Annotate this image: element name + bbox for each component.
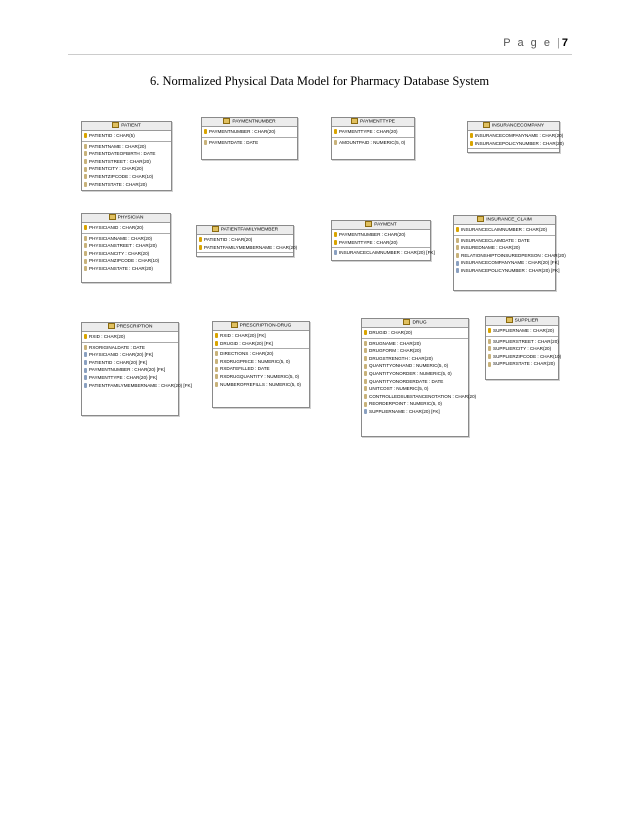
column-text: INSURANCECLAIMNUMBER : CHAR(20) [461, 227, 548, 232]
column-text: INSURANCECLAIMNUMBER : CHAR(20) [FK] [339, 250, 435, 256]
column-row [364, 393, 477, 401]
column-text: NUMBEROFREFILLS : NUMERIC(5, 0) [220, 381, 301, 387]
column-text: DIRECTIONS : CHAR(20) [220, 351, 274, 357]
attribute-section [332, 138, 414, 148]
column-row [488, 345, 556, 353]
column-text: RXID : CHAR(20) [FK] [220, 333, 266, 338]
attribute-section [486, 337, 562, 369]
column-text: PAYMENTNUMBER : CHAR(20) [FK] [89, 367, 166, 373]
column-text: REORDERPOINT : NUMERIC(5, 0) [369, 401, 442, 407]
key-icon [334, 232, 337, 237]
column-row [456, 237, 553, 245]
foreign-key-icon [84, 360, 87, 365]
column-text: PATIENTSTATE : CHAR(20) [89, 181, 147, 187]
column-text: PHYSICIANZIPCODE : CHAR(10) [89, 258, 160, 264]
primary-key-section [202, 127, 297, 138]
column-text: PHYSICIANSTATE : CHAR(20) [89, 265, 153, 271]
table-header [82, 122, 171, 131]
column-row [84, 359, 176, 367]
column-row [456, 252, 566, 260]
column-icon [204, 140, 207, 145]
column-icon [488, 339, 491, 344]
column-icon [364, 402, 367, 407]
column-row [84, 257, 168, 265]
attribute-section [213, 349, 309, 389]
foreign-key-icon [84, 352, 87, 357]
column-row [456, 267, 560, 275]
column-icon [456, 238, 459, 243]
key-icon [199, 245, 202, 250]
primary-key-row [84, 224, 168, 232]
column-row [364, 385, 466, 393]
column-icon [364, 371, 367, 376]
table-icon [109, 214, 116, 220]
table-insurancecompany [467, 121, 564, 153]
column-text: DRUGID : CHAR(20) [FK] [220, 340, 273, 346]
column-icon [364, 356, 367, 361]
primary-key-section [362, 328, 468, 339]
column-text: UNITCOST : NUMERIC(5, 0) [369, 386, 429, 392]
column-icon [84, 236, 87, 241]
table-name: PRESCRIPTION [116, 324, 153, 330]
table-icon [351, 118, 358, 124]
primary-key-section [486, 326, 558, 337]
table-name: PAYMENTNUMBER [232, 119, 276, 125]
column-text: QUANTITYONORDER : NUMERIC(5, 0) [369, 370, 452, 376]
column-icon [488, 362, 491, 367]
column-text: PAYMENTTYPE : CHAR(20) [339, 239, 398, 245]
column-row [84, 366, 176, 374]
key-icon [84, 133, 87, 138]
column-text: PAYMENTNUMBER : CHAR(20) [339, 232, 406, 237]
foreign-key-icon [84, 383, 87, 388]
column-icon [84, 159, 87, 164]
column-text: INSUREDNAME : CHAR(20) [461, 245, 520, 251]
table-header [202, 118, 297, 127]
key-icon [215, 333, 218, 338]
column-row [84, 165, 169, 173]
table-drug [361, 318, 477, 437]
column-text: PHYSICIANNAME : CHAR(20) [89, 235, 153, 241]
primary-key-section [82, 223, 170, 234]
key-icon [334, 240, 337, 245]
attribute-section [82, 234, 170, 274]
column-text: INSURANCECLAIMDATE : DATE [461, 237, 530, 243]
column-row [488, 353, 562, 361]
column-text: PAYMENTDATE : DATE [209, 139, 259, 145]
primary-key-section [82, 131, 171, 142]
key-icon [84, 225, 87, 230]
table-supplier [485, 316, 562, 380]
column-row [215, 365, 307, 373]
column-icon [364, 394, 367, 399]
table-patient [81, 121, 172, 191]
key-icon [470, 133, 473, 138]
column-icon [84, 174, 87, 179]
column-icon [456, 245, 459, 250]
column-text: DRUGFORM : CHAR(20) [369, 348, 422, 354]
column-icon [215, 367, 218, 372]
column-text: INSURANCECOMPANYNAME : CHAR(20) [475, 133, 564, 138]
foreign-key-icon [456, 268, 459, 273]
column-text: RXDRUGPRICE : NUMERIC(5, 0) [220, 358, 290, 364]
key-icon [488, 328, 491, 333]
column-row [488, 360, 556, 368]
table-icon [231, 322, 238, 328]
table-icon [403, 319, 410, 325]
key-icon [334, 129, 337, 134]
primary-key-row [84, 132, 169, 140]
column-text: CONTROLLEDSUBSTANCENOTATION : CHAR(20) [369, 393, 477, 399]
primary-key-section [468, 131, 564, 149]
table-icon [112, 122, 119, 128]
column-text: PAYMENTTYPE : CHAR(20) [339, 129, 398, 134]
table-header [332, 221, 430, 230]
column-icon [84, 243, 87, 248]
primary-key-row [215, 340, 307, 348]
key-icon [456, 227, 459, 232]
column-icon [488, 354, 491, 359]
column-icon [84, 151, 87, 156]
primary-key-row [364, 329, 466, 337]
primary-key-row [199, 236, 291, 244]
key-icon [215, 341, 218, 346]
column-icon [84, 182, 87, 187]
table-header [82, 323, 178, 332]
table-name: PATIENT [121, 123, 141, 129]
column-row [84, 374, 176, 382]
column-icon [215, 374, 218, 379]
key-icon [204, 129, 207, 134]
column-row [84, 242, 168, 250]
table-icon [506, 317, 513, 323]
primary-key-row [199, 244, 298, 252]
column-row [84, 235, 168, 243]
column-row [364, 362, 466, 370]
column-text: PATIENTNAME : CHAR(20) [89, 143, 147, 149]
primary-key-section [197, 235, 298, 253]
column-icon [364, 364, 367, 369]
column-text: PHYSICIANSTREET : CHAR(20) [89, 243, 157, 249]
primary-key-row [334, 239, 428, 247]
foreign-key-icon [334, 250, 337, 255]
attribute-section [202, 138, 297, 148]
column-row [84, 250, 168, 258]
column-text: PATIENTDATEOFBIRTH : DATE [89, 151, 156, 157]
table-paymentnumber [201, 117, 298, 160]
column-text: INSURANCECOMPANYNAME : CHAR(20) [FK] [461, 260, 559, 266]
table-icon [108, 323, 115, 329]
column-row [334, 139, 412, 147]
table-physician [81, 213, 171, 283]
column-row [84, 158, 169, 166]
column-text: QUANTITYONHAND : NUMERIC(5, 0) [369, 363, 449, 369]
column-text: SUPPLIERNAME : CHAR(20) [FK] [369, 408, 440, 414]
column-icon [364, 341, 367, 346]
table-paymenttype [331, 117, 415, 160]
table-header [362, 319, 468, 328]
table-header [454, 216, 555, 225]
column-text: RXDATEFILLED : DATE [220, 366, 270, 372]
attribute-section [82, 343, 192, 391]
column-icon [84, 251, 87, 256]
key-icon [84, 334, 87, 339]
table-prescription-drug [212, 321, 310, 408]
column-icon [334, 140, 337, 145]
section-title: 6. Normalized Physical Data Model for Pharmacy Database System [150, 74, 490, 88]
column-text: PHYSICIANID : CHAR(20) [FK] [89, 352, 154, 358]
primary-key-row [488, 327, 556, 335]
column-row [84, 382, 192, 390]
table-header [213, 322, 309, 331]
column-text: SUPPLIERSTREET : CHAR(20) [493, 338, 559, 344]
column-icon [215, 351, 218, 356]
table-icon [212, 226, 219, 232]
table-patientfamilymember [196, 225, 298, 257]
table-name: PHYSICIAN [117, 215, 144, 221]
column-text: SUPPLIERCITY : CHAR(20) [493, 346, 552, 352]
column-text: PAYMENTTYPE : CHAR(20) [FK] [89, 374, 158, 380]
column-icon [488, 346, 491, 351]
column-row [456, 259, 559, 267]
table-name: SUPPLIER [514, 318, 539, 324]
column-text: PATIENTID : CHAR(20) [204, 237, 253, 242]
table-name: INSURANCECOMPANY [491, 123, 545, 129]
column-icon [364, 386, 367, 391]
table-name: PRESCRIPTION-DRUG [239, 323, 292, 329]
table-header [82, 214, 170, 223]
column-text: RXID : CHAR(20) [89, 334, 125, 339]
table-icon [223, 118, 230, 124]
column-row [215, 350, 307, 358]
page-number: 7 [561, 37, 568, 49]
column-text: PHYSICIANID : CHAR(20) [89, 225, 144, 230]
table-name: PAYMENTTYPE [359, 119, 395, 125]
table-prescription [81, 322, 192, 416]
column-row [364, 340, 466, 348]
column-text: PATIENTID : CHAR(5) [89, 133, 135, 138]
column-text: INSURANCEPOLICYNUMBER : CHAR(20) [475, 140, 564, 146]
table-insurance-claim [453, 215, 566, 291]
table-header [197, 226, 293, 235]
column-row [84, 150, 169, 158]
primary-key-row [334, 128, 412, 136]
table-header [486, 317, 558, 326]
column-icon [364, 348, 367, 353]
column-row [364, 408, 466, 416]
column-text: RXORIGINALDATE : DATE [89, 344, 145, 350]
column-icon [84, 144, 87, 149]
column-text: PATIENTFAMILYMEMBERNAME : CHAR(20) [204, 244, 298, 250]
column-icon [456, 253, 459, 258]
column-text: PATIENTZIPCODE : CHAR(10) [89, 173, 154, 179]
column-row [364, 347, 466, 355]
table-header [332, 118, 414, 127]
column-row [334, 249, 435, 257]
column-text: DRUGID : CHAR(20) [369, 330, 413, 335]
primary-key-row [334, 231, 428, 239]
table-name: PATIENTFAMILYMEMBER [220, 227, 279, 233]
column-text: PATIENTCITY : CHAR(20) [89, 166, 144, 172]
column-icon [84, 259, 87, 264]
attribute-section [362, 339, 477, 417]
attribute-section [332, 248, 435, 258]
primary-key-section [213, 331, 309, 349]
column-row [488, 338, 559, 346]
column-row [364, 400, 466, 408]
column-text: SUPPLIERZIPCODE : CHAR(10) [493, 353, 562, 359]
primary-key-row [204, 128, 295, 136]
column-row [84, 181, 169, 189]
column-text: RXDRUGQUANTITY : NUMERIC(5, 0) [220, 373, 300, 379]
primary-key-section [332, 127, 414, 138]
column-text: DRUGSTRENGTH : CHAR(20) [369, 355, 433, 361]
column-icon [84, 266, 87, 271]
primary-key-section [82, 332, 178, 343]
column-icon [84, 167, 87, 172]
column-text: INSURANCEPOLICYNUMBER : CHAR(20) [FK] [461, 267, 560, 273]
column-row [364, 378, 466, 386]
primary-key-row [470, 132, 564, 140]
foreign-key-icon [456, 261, 459, 266]
column-icon [84, 345, 87, 350]
column-text: RELATIONSHIPTOINSUREDPERSON : CHAR(20) [461, 252, 566, 258]
primary-key-row [84, 333, 176, 341]
key-icon [364, 330, 367, 335]
column-text: SUPPLIERNAME : CHAR(20) [493, 328, 555, 333]
column-text: PAYMENTNUMBER : CHAR(20) [209, 129, 276, 134]
column-row [215, 358, 307, 366]
primary-key-row [456, 226, 553, 234]
table-name: PAYMENT [374, 222, 397, 228]
foreign-key-icon [84, 368, 87, 373]
column-text: PATIENTSTREET : CHAR(20) [89, 158, 151, 164]
table-icon [365, 221, 372, 227]
column-text: PATIENTID : CHAR(20) [FK] [89, 359, 148, 365]
column-row [364, 355, 466, 363]
page-label: P a g e [503, 37, 552, 49]
table-name: DRUG [412, 320, 427, 326]
table-payment [331, 220, 435, 261]
table-header [468, 122, 559, 131]
table-icon [477, 216, 484, 222]
column-row [84, 344, 176, 352]
attribute-section [454, 236, 566, 276]
column-row [84, 173, 169, 181]
column-text: AMOUNTPAID : NUMERIC(5, 0) [339, 139, 406, 145]
column-row [456, 244, 553, 252]
column-row [84, 143, 169, 151]
column-row [215, 373, 307, 381]
column-row [84, 265, 168, 273]
column-text: PHYSICIANCITY : CHAR(20) [89, 250, 150, 256]
attribute-section [82, 142, 171, 190]
primary-key-section [454, 225, 555, 236]
column-row [204, 139, 295, 147]
column-row [84, 351, 176, 359]
column-text: DRUGNAME : CHAR(20) [369, 340, 421, 346]
column-row [215, 381, 307, 389]
column-icon [215, 382, 218, 387]
page-separator: | [557, 37, 562, 49]
primary-key-section [332, 230, 430, 248]
table-name: INSURANCE_CLAIM [486, 217, 532, 223]
key-icon [199, 237, 202, 242]
column-text: PATIENTFAMILYMEMBERNAME : CHAR(20) [FK] [89, 382, 192, 388]
primary-key-row [215, 332, 307, 340]
column-row [364, 370, 466, 378]
primary-key-row [470, 140, 564, 148]
table-icon [483, 122, 490, 128]
foreign-key-icon [364, 409, 367, 414]
key-icon [470, 141, 473, 146]
column-text: QUANTITYONORDERDATE : DATE [369, 378, 444, 384]
foreign-key-icon [84, 375, 87, 380]
column-text: SUPPLIERSTATE : CHAR(20) [493, 361, 555, 367]
column-icon [364, 379, 367, 384]
column-icon [215, 359, 218, 364]
